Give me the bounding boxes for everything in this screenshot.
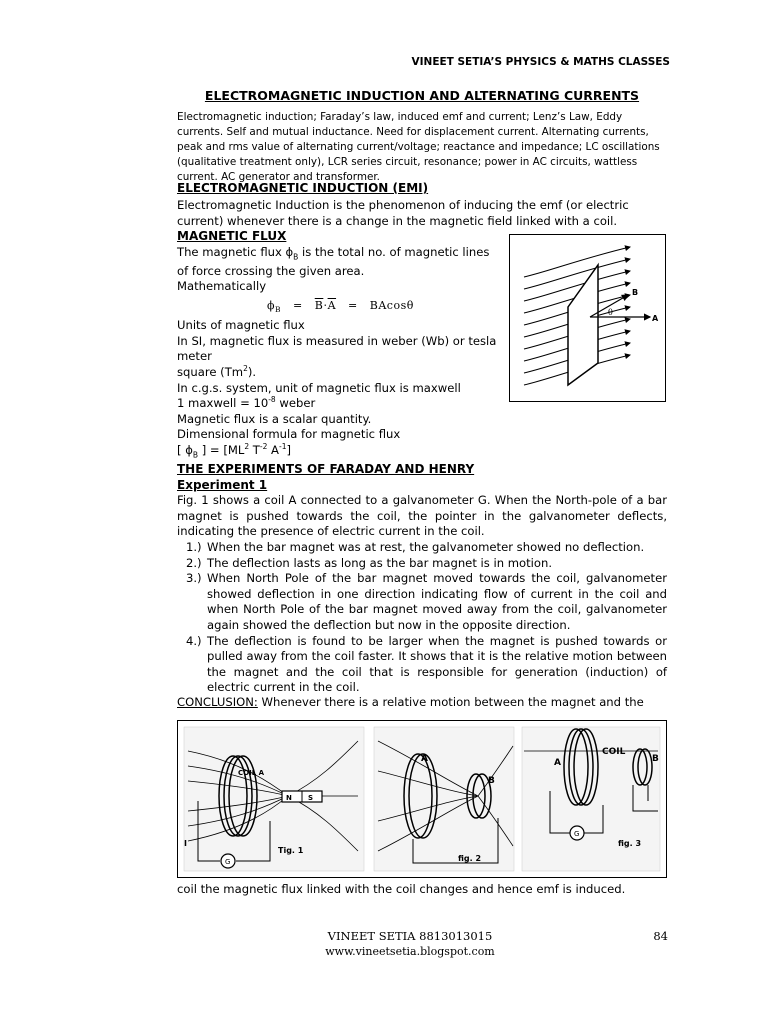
eq-sub-b: B bbox=[275, 305, 282, 315]
fig1-caption: Tig. 1 bbox=[278, 846, 304, 855]
fig3-label-a: A bbox=[554, 758, 561, 768]
sub-b: B bbox=[293, 252, 299, 262]
cgs-line: In c.g.s. system, unit of magnetic flux is maxwell bbox=[177, 381, 461, 395]
flux-definition bbox=[177, 245, 507, 261]
label-theta: θ bbox=[608, 308, 613, 317]
maxwell-a: 1 maxwell = 10 bbox=[177, 396, 269, 410]
eq-rhs: BAcosθ bbox=[369, 299, 414, 312]
list-item bbox=[177, 634, 667, 696]
dim-sup-2: 2 bbox=[244, 442, 250, 452]
scalar-line: Magnetic flux is a scalar quantity. bbox=[177, 412, 372, 426]
si-line3-b: ). bbox=[247, 365, 257, 379]
maxwell-b: weber bbox=[275, 396, 316, 410]
maxwell-line bbox=[177, 396, 315, 412]
list-number: 1.) bbox=[186, 540, 202, 554]
list-item bbox=[177, 540, 667, 556]
list-number: 3.) bbox=[186, 571, 202, 586]
magnetic-flux-figure bbox=[509, 234, 666, 402]
eq-phi: ϕ bbox=[267, 299, 275, 312]
page-number: 84 bbox=[653, 929, 668, 943]
experiments-figure bbox=[177, 720, 667, 878]
label-b: B bbox=[632, 288, 639, 297]
flux-line2: of force crossing the given area. bbox=[177, 264, 365, 278]
fig1-current: I bbox=[184, 839, 187, 848]
emi-heading: ELECTROMAGNETIC INDUCTION (EMI) bbox=[177, 181, 429, 195]
footer-name: VINEET SETIA 8813013015 bbox=[327, 929, 493, 943]
syllabus-text: Electromagnetic induction; Faraday’s law, induced emf and current; Lenz’s Law, Eddy currents. Self and mutual inductance. Need for displacement current. Alternating currents, peak and rms value of alternating current/voltage; reactance and impedance; LC oscillations (qualitative treatment only), LCR series circuit, resonance; power in AC circuits, wattless current. AC generator and transformer. bbox=[177, 111, 660, 183]
eq-equals-2: = bbox=[348, 299, 358, 312]
fig3-group bbox=[522, 727, 660, 871]
fig1-magnet-n: N bbox=[286, 794, 292, 802]
list-text: When North Pole of the bar magnet moved towards the coil, galvanometer showed deflection in one direction indicating flow of current in the coil and when North Pole of the bar magnet moved away from the coil, galvanometer again showed the deflection but now in the opposite direction. bbox=[207, 571, 667, 632]
si-line3 bbox=[177, 365, 256, 381]
dim-close: ] bbox=[286, 443, 291, 457]
flux-diagram-svg bbox=[510, 235, 664, 400]
eq-vector-a: $\overline{A}$ bbox=[327, 299, 337, 312]
fig1-group bbox=[184, 727, 364, 871]
flux-heading: MAGNETIC FLUX bbox=[177, 229, 287, 243]
dim-heading: Dimensional formula for magnetic flux bbox=[177, 427, 401, 441]
fig2-label-a: A bbox=[421, 754, 428, 764]
fig1-galv-label: G bbox=[225, 858, 231, 866]
conclusion-label: CONCLUSION: bbox=[177, 695, 258, 709]
flux-equation bbox=[267, 299, 414, 315]
page-header: VINEET SETIA’S PHYSICS & MATHS CLASSES bbox=[411, 56, 670, 68]
flux-line1-a: The magnetic flux bbox=[177, 245, 282, 259]
fig3-caption: fig. 3 bbox=[618, 839, 642, 848]
list-item bbox=[177, 571, 667, 633]
list-number: 4.) bbox=[186, 633, 202, 648]
experiments-figure-svg bbox=[178, 721, 665, 876]
phi-symbol: ϕ bbox=[285, 245, 294, 259]
experiment1-intro: Fig. 1 shows a coil A connected to a galvanometer G. When the North-pole of a bar magnet is pushed towards the coil, the pointer in the galvanometer deflects, indicating the presence of electric current in the coil. bbox=[177, 493, 667, 539]
si-line3-a: square (Tm bbox=[177, 365, 244, 379]
conclusion bbox=[177, 695, 667, 711]
dim-phi: ϕ bbox=[185, 443, 193, 457]
sup-2: 2 bbox=[243, 364, 248, 374]
fig2-caption: fig. 2 bbox=[458, 854, 482, 863]
list-number: 2.) bbox=[186, 555, 202, 570]
fig3-label-b: B bbox=[652, 754, 659, 764]
fig2-group bbox=[374, 727, 514, 871]
experiment1-heading: Experiment 1 bbox=[177, 478, 268, 492]
flux-line1-b: is the total no. of magnetic lines bbox=[298, 245, 490, 259]
list-item bbox=[177, 556, 667, 572]
eq-vector-b: $\overline{B}$ bbox=[314, 299, 324, 312]
after-figure-text: coil the magnetic flux linked with the coil changes and hence emf is induced. bbox=[177, 882, 626, 896]
si-line2: meter bbox=[177, 349, 212, 363]
dim-sup-neg1: -1 bbox=[278, 442, 287, 452]
fig1-magnet-s: S bbox=[308, 794, 314, 802]
fig2-label-b: B bbox=[488, 776, 495, 786]
fig1-coil-label: COIL A bbox=[238, 769, 265, 777]
fig3-label-g: G bbox=[574, 830, 580, 838]
label-a: A bbox=[652, 314, 659, 323]
flux-line3: Mathematically bbox=[177, 279, 267, 293]
footer-url: www.vineetsetia.blogspot.com bbox=[325, 945, 495, 958]
chapter-title: ELECTROMAGNETIC INDUCTION AND ALTERNATING CURRENTS bbox=[204, 88, 640, 103]
experiments-heading: THE EXPERIMENTS OF FARADAY AND HENRY bbox=[177, 462, 475, 476]
dim-a: A bbox=[267, 443, 279, 457]
units-heading: Units of magnetic flux bbox=[177, 318, 305, 332]
eq-dot: ⋅ bbox=[323, 299, 328, 312]
si-line1: In SI, magnetic flux is measured in weber (Wb) or tesla bbox=[177, 334, 497, 348]
eq-equals-1: = bbox=[293, 299, 303, 312]
dim-mid: ] = [ML bbox=[198, 443, 245, 457]
sup-neg8: -8 bbox=[268, 395, 276, 405]
list-text: When the bar magnet was at rest, the galvanometer showed no deflection. bbox=[207, 540, 645, 554]
dim-t: T bbox=[249, 443, 260, 457]
area-surface bbox=[568, 265, 598, 385]
list-text: The deflection lasts as long as the bar magnet is in motion. bbox=[207, 555, 553, 570]
dim-sup-neg2: -2 bbox=[259, 442, 268, 452]
observation-list bbox=[177, 540, 667, 696]
list-text: The deflection is found to be larger when the magnet is pushed towards or pulled away from the coil faster. It shows that it is the relative motion between the magnet and the coil that is responsible for generation (induction) of electric current in the coil. bbox=[207, 633, 667, 695]
dim-sub-b: B bbox=[192, 450, 199, 460]
fig3-coil-label: COIL bbox=[602, 747, 626, 757]
emi-definition: Electromagnetic Induction is the phenomenon of inducing the emf (or electric current) whenever there is a change in the magnetic field linked with a coil. bbox=[177, 198, 629, 228]
dim-open: [ bbox=[177, 443, 186, 457]
dim-formula bbox=[177, 443, 291, 459]
conclusion-text: Whenever there is a relative motion between the magnet and the bbox=[257, 695, 644, 709]
